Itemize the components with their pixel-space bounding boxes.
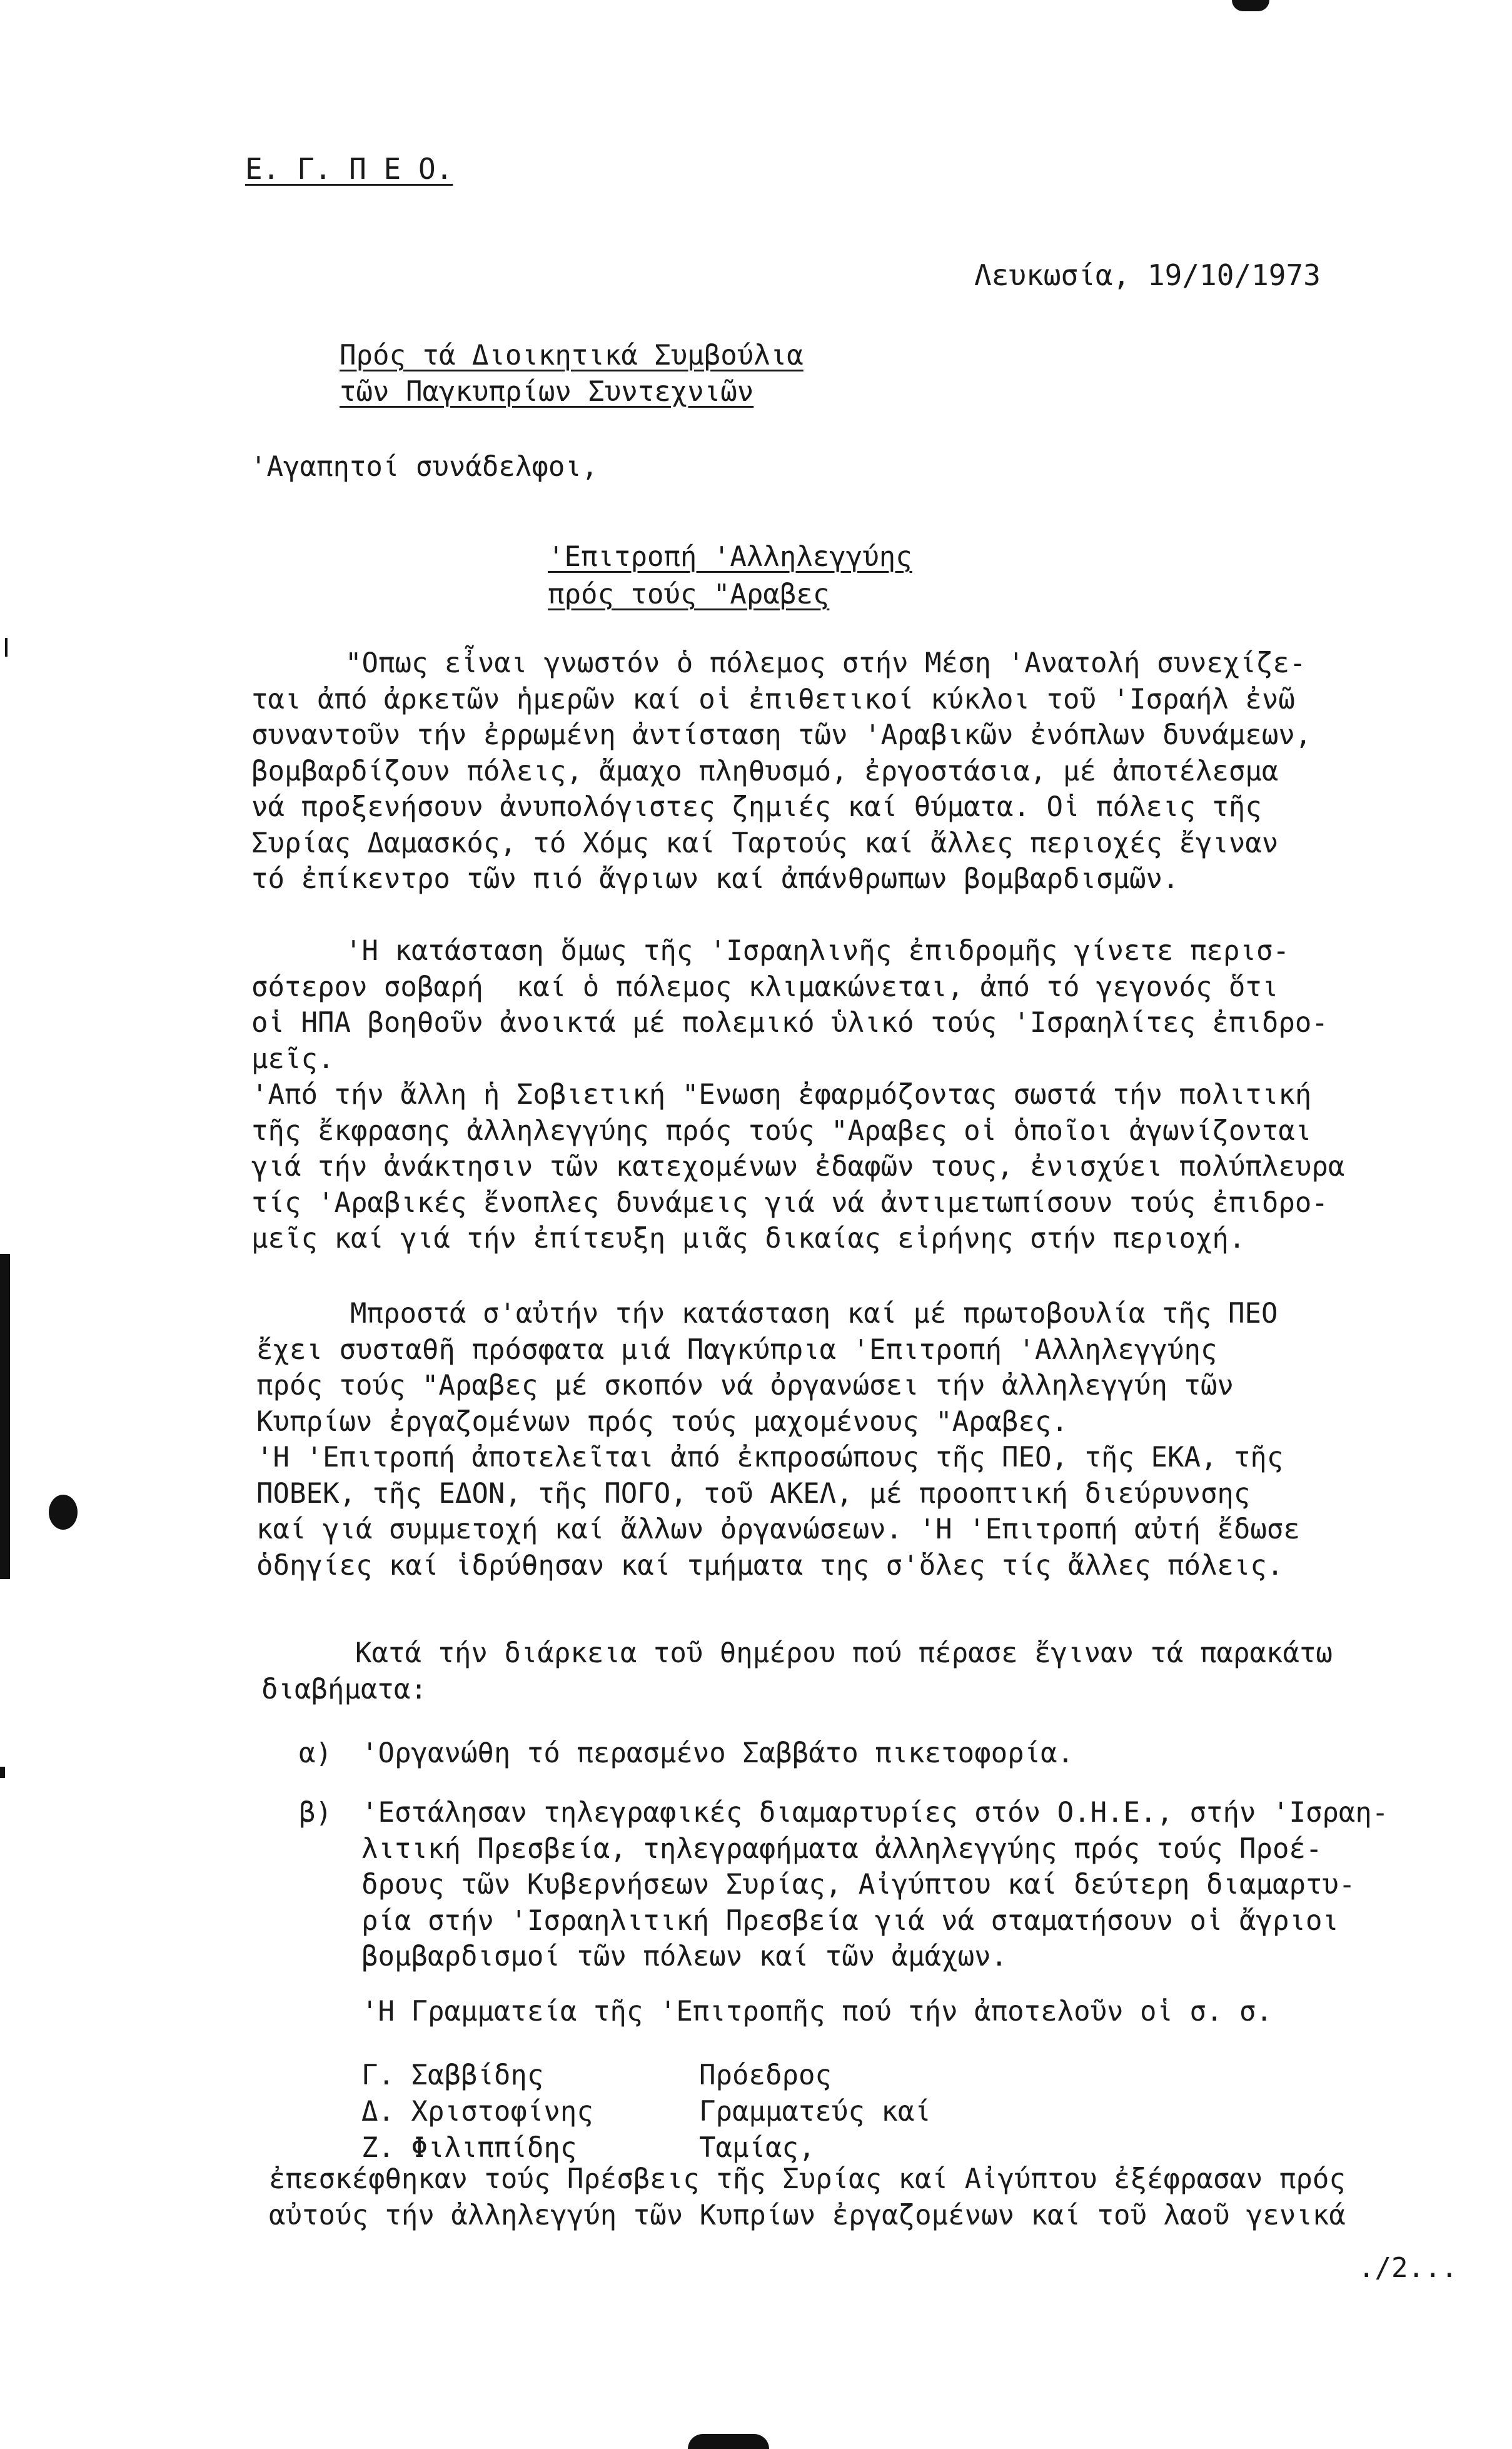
paragraph-line: σότερον σοβαρή καί ὁ πόλεμος κλιμακώνεται, ἀπό τό γεγονός ὅτι <box>251 971 1279 1003</box>
list-item-line: δρους τῶν Κυβερνήσεων Συρίας, Αἰγύπτου καί δεύτερη διαμαρτυ- <box>361 1869 1356 1901</box>
paragraph-line: γιά τήν ἀνάκτησιν τῶν κατεχομένων ἐδαφῶν τους, ἐνισχύει πολύπλευρα <box>251 1151 1345 1183</box>
subject-line-2: πρός τούς "Αραβες <box>548 578 830 610</box>
place-date: Λευκωσία, 19/10/1973 <box>974 258 1321 292</box>
paragraph-line: μεῖς καί γιά τήν ἐπίτευξη μιᾶς δικαίας εἰρήνης στήν περιοχή. <box>251 1223 1246 1255</box>
paragraph-line: καί γιά συμμετοχή καί ἄλλων ὀργανώσεων. 'Η 'Επιτροπή αὐτή ἔδωσε <box>256 1513 1300 1545</box>
member-name: Δ. Χριστοφίνης <box>361 2096 593 2128</box>
scan-mark-blot <box>49 1495 78 1530</box>
paragraph-line: πρός τούς "Αραβες μέ σκοπόν νά ὀργανώσει τήν ἀλληλεγγύη τῶν <box>256 1370 1234 1401</box>
paragraph-line: Κυπρίων ἐργαζομένων πρός τούς μαχομένους "Αραβες. <box>256 1405 1069 1438</box>
paragraph-line: 'Από τήν ἄλλη ἡ Σοβιετική "Ενωση ἐφαρμόζοντας σωστά τήν πολιτική <box>251 1079 1312 1111</box>
scan-mark-left-bar <box>0 1254 10 1579</box>
scan-mark-tick-2 <box>0 1767 5 1778</box>
paragraph-line: Συρίας Δαμασκός, τό Χόμς καί Ταρτούς καί ἄλλες περιοχές ἔγιναν <box>251 827 1279 859</box>
member-name: Γ. Σαββίδης <box>361 2059 544 2091</box>
member-role: Πρόεδρος <box>699 2059 832 2091</box>
member-role: Γραμματεύς καί <box>699 2096 931 2128</box>
addressee-line-2: τῶν Παγκυπρίων Συντεχνιῶν <box>340 376 754 408</box>
scan-mark-tick-1 <box>5 638 8 657</box>
secretariat-intro: 'Η Γραμματεία τῆς 'Επιτροπῆς πού τήν ἀποτελοῦν οἱ σ. σ. <box>361 1996 1273 2027</box>
list-item-b <box>361 1795 1388 1975</box>
paragraph-line: τῆς ἔκφρασης ἀλληλεγγύης πρός τούς "Αραβες οἱ ὁποῖοι ἀγωνίζονται <box>251 1114 1312 1147</box>
scan-mark-top <box>1232 0 1269 11</box>
paragraph-line: διαβήματα: <box>261 1673 427 1705</box>
paragraph-line: ὁδηγίες καί ἱδρύθησαν καί τμήματα της σ'ὅλες τίς ἄλλες πόλεις. <box>256 1549 1284 1582</box>
page-marker: ./2... <box>1358 2252 1458 2284</box>
list-item-line: 'Εστάλησαν τηλεγραφικές διαμαρτυρίες στόν Ο.Η.Ε., στήν 'Ισραη- <box>361 1797 1389 1829</box>
salutation: 'Αγαπητοί συνάδελφοι, <box>250 451 598 483</box>
paragraph-line: μεῖς. <box>251 1043 335 1075</box>
member-role: Ταμίας, <box>699 2132 815 2164</box>
paragraph-line: 'Η κατάσταση ὅμως τῆς 'Ισραηλινῆς ἐπιδρομῆς γίνετε περισ- <box>345 935 1289 967</box>
paragraph-line: ἔχει συσταθῆ πρόσφατα μιά Παγκύπρια 'Επιτροπή 'Αλληλεγγύης <box>256 1333 1217 1366</box>
paragraph-line: Μπροστά σ'αὐτήν τήν κατάσταση καί μέ πρωτοβουλία τῆς ΠΕΟ <box>350 1298 1278 1330</box>
paragraph-line: νά προξενήσουν ἀνυπολόγιστες ζημιές καί θύματα. Οἱ πόλεις τῆς <box>251 791 1262 823</box>
scan-mark-bottom <box>688 2434 769 2449</box>
paragraph-3 <box>256 1296 1300 1583</box>
paragraph-line: 'Η 'Επιτροπή ἀποτελεῖται ἀπό ἐκπροσώπους τῆς ΠΕΟ, τῆς ΕΚΑ, τῆς <box>256 1442 1284 1473</box>
closing-paragraph <box>269 2161 1346 2233</box>
paragraph-line: οἱ ΗΠΑ βοηθοῦν ἀνοικτά μέ πολεμικό ὑλικό τούς 'Ισραηλίτες ἐπιδρο- <box>251 1007 1328 1039</box>
list-item-line: λιτική Πρεσβεία, τηλεγραφήματα ἀλληλεγγύης πρός τούς Προέ- <box>361 1832 1323 1865</box>
paragraph-line: βομβαρδίζουν πόλεις, ἄμαχο πληθυσμό, ἐργοστάσια, μέ ἀποτέλεσμα <box>251 755 1279 787</box>
list-item-line: ρία στήν 'Ισραηλιτική Πρεσβεία γιά νά σταματήσουν οἱ ἄγριοι <box>361 1904 1339 1937</box>
paragraph-line: ΠΟΒΕΚ, τῆς ΕΔΟΝ, τῆς ΠΟΓΟ, τοῦ ΑΚΕΛ, μέ προοπτική διεύρυνσης <box>256 1477 1251 1510</box>
list-item-a <box>361 1735 1074 1772</box>
paragraph-line: τίς 'Αραβικές ἔνοπλες δυνάμεις γιά νά ἀντιμετωπίσουν τούς ἐπιδρο- <box>251 1186 1328 1219</box>
paragraph-line: τό ἐπίκεντρο τῶν πιό ἄγριων καί ἀπάνθρωπων βομβαρδισμῶν. <box>251 863 1179 895</box>
addressee-line-1: Πρός τά Διοικητικά Συμβούλια <box>340 340 804 371</box>
paragraph-line: αὐτούς τήν ἀλληλεγγύη τῶν Κυπρίων ἐργαζομένων καί τοῦ λαοῦ γενικά <box>269 2199 1346 2231</box>
subject-line-1: 'Επιτροπή 'Αλληλεγγύης <box>548 541 912 573</box>
paragraph-line: Κατά τήν διάρκεια τοῦ θημέρου πού πέρασε ἔγιναν τά παρακάτω <box>355 1637 1333 1669</box>
paragraph-4 <box>261 1635 1333 1707</box>
paragraph-1 <box>251 645 1311 897</box>
paragraph-line: ἐπεσκέφθηκαν τούς Πρέσβεις τῆς Συρίας καί Αἰγύπτου ἐξέφρασαν πρός <box>269 2163 1346 2195</box>
paragraph-2 <box>251 933 1344 1257</box>
paragraph-line: "Οπως εἶναι γνωστόν ὁ πόλεμος στήν Μέση 'Ανατολή συνεχίζε- <box>345 647 1306 679</box>
list-item-line: 'Οργανώθη τό περασμένο Σαββάτο πικετοφορία. <box>361 1737 1074 1769</box>
member-name: Ζ. Φιλιππίδης <box>361 2132 577 2164</box>
paragraph-line: συναντοῦν τήν ἐρρωμένη ἀντίσταση τῶν 'Αραβικῶν ἐνόπλων δυνάμεων, <box>251 719 1312 751</box>
letterhead: Ε. Γ. Π Ε Ο. <box>245 152 453 186</box>
list-item-marker: α) <box>299 1737 332 1769</box>
paragraph-line: ται ἀπό ἀρκετῶν ἡμερῶν καί οἱ ἐπιθετικοί κύκλοι τοῦ 'Ισραήλ ἐνῶ <box>251 683 1295 715</box>
list-item-line: βομβαρδισμοί τῶν πόλεων καί τῶν ἀμάχων. <box>361 1941 1008 1972</box>
list-item-marker: β) <box>299 1797 332 1829</box>
